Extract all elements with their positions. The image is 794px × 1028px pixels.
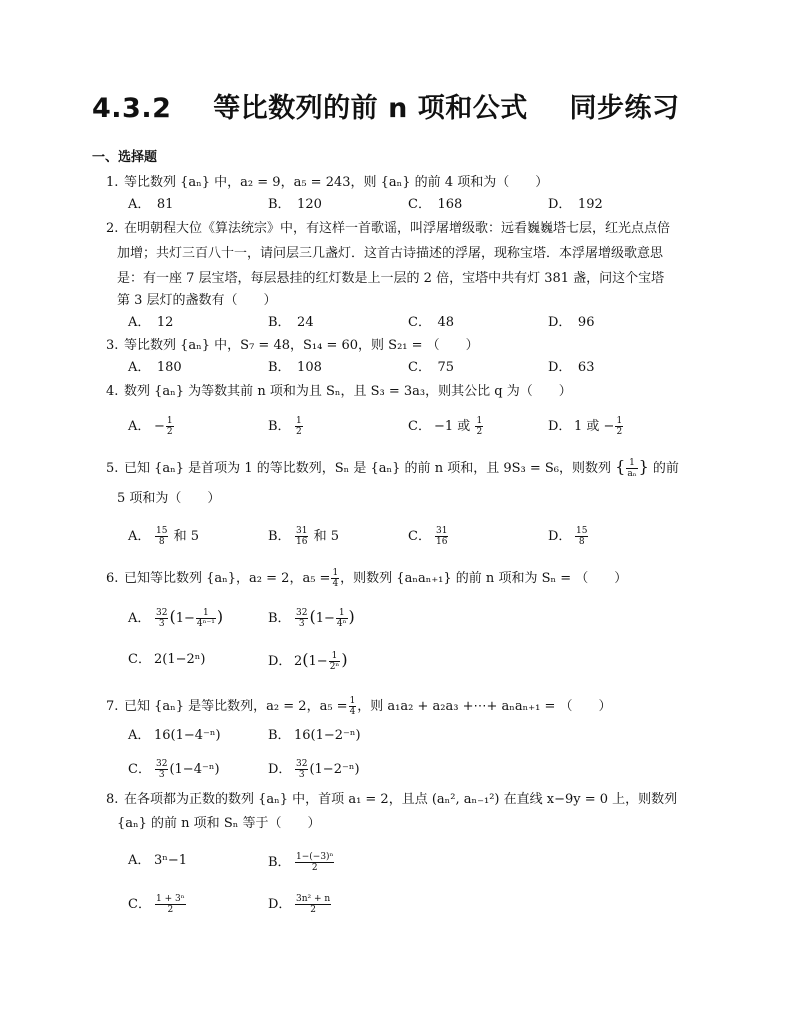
q1-option-d[interactable]: D． 192 xyxy=(548,197,603,212)
question-2-line-3: 是：有一座 7 层宝塔，每层悬挂的红灯数是上一层的 2 倍，宝塔中共有灯 381 盏，问这个宝塔 xyxy=(117,271,665,286)
q2-option-c[interactable]: C． 48 xyxy=(408,315,454,330)
q5-option-d[interactable]: D． $\frac{15}{8}$ xyxy=(548,526,588,547)
q6-option-b[interactable]: B． $\frac{32}{3}$ (1− $\frac{1}{\text{4ⁿ}}$ ) xyxy=(268,607,355,629)
q2-option-a[interactable]: A． 12 xyxy=(128,315,174,330)
q8-option-c[interactable]: C． $\frac{\text{1 + 3ⁿ}}{2}$ xyxy=(128,894,185,915)
q7-option-c[interactable]: C． $\frac{32}{3}$ (1−4⁻ⁿ) xyxy=(128,759,220,780)
q4-option-a[interactable]: A． − $\frac{1}{2}$ xyxy=(128,416,173,437)
q3-option-c[interactable]: C． 75 xyxy=(408,360,454,375)
title-number: 4.3.2 xyxy=(92,93,172,124)
q5-option-b[interactable]: B． $\frac{31}{16}$ 和 5 xyxy=(268,526,339,547)
section-heading: 一、选择题 xyxy=(92,150,158,165)
question-7-stem: 7. 已知 {aₙ} 是等比数列，a₂ = 2，a₅ = $\frac{1}{4}$ ，则 a₁a₂ + a₂a₃ +⋯+ aₙaₙ₊₁ = （ ） xyxy=(106,696,612,717)
q3-option-d[interactable]: D． 63 xyxy=(548,360,595,375)
q2-option-d[interactable]: D． 96 xyxy=(548,315,595,330)
question-8-line-2: {aₙ} 的前 n 项和 Sₙ 等于（ ） xyxy=(117,816,321,831)
q4-option-b[interactable]: B． $\frac{1}{2}$ xyxy=(268,416,302,437)
question-5-stem: 5. 已知 {aₙ} 是首项为 1 的等比数列，Sₙ 是 {aₙ} 的前 n 项和，且 9S₃ = S₆，则数列 { $\frac{1}{\text{aₙ}}$ } 的前 xyxy=(106,457,679,479)
q6-option-c[interactable]: C． 2(1−2ⁿ) xyxy=(128,652,206,667)
question-2-line-1: 2. 在明朝程大位《算法统宗》中，有这样一首歌谣，叫浮屠增级歌：远看巍巍塔七层，红光点点倍 xyxy=(106,221,671,236)
question-5-line-2: 5 项和为（ ） xyxy=(117,491,221,506)
page-title xyxy=(92,86,680,125)
q8-option-d[interactable]: D． $\frac{\text{3n² + n}}{2}$ xyxy=(268,894,331,915)
question-3-stem: 3. 等比数列 {aₙ} 中，S₇ = 48，S₁₄ = 60，则 S₂₁ = （ ） xyxy=(106,338,479,353)
q4-option-d[interactable]: D． 1 或 − $\frac{1}{2}$ xyxy=(548,416,623,437)
title-text: 等比数列的前 n 项和公式 xyxy=(213,93,528,124)
q6-option-d[interactable]: D． 2(1− $\frac{1}{\text{2ⁿ}}$ ) xyxy=(268,650,348,672)
q7-option-a[interactable]: A． 16(1−4⁻ⁿ) xyxy=(128,728,221,743)
q2-option-b[interactable]: B． 24 xyxy=(268,315,314,330)
question-6-stem: 6. 已知等比数列 {aₙ}，a₂ = 2，a₅ = $\frac{1}{4}$ ，则数列 {aₙaₙ₊₁} 的前 n 项和为 Sₙ = （ ） xyxy=(106,568,628,589)
question-1-stem: 1. 等比数列 {aₙ} 中，a₂ = 9，a₅ = 243，则 {aₙ} 的前 4 项和为（ ） xyxy=(106,175,549,190)
q3-option-b[interactable]: B． 108 xyxy=(268,360,322,375)
q1-option-c[interactable]: C． 168 xyxy=(408,197,463,212)
question-4-stem: 4. 数列 {aₙ} 为等数其前 n 项和为且 Sₙ，且 S₃ = 3a₃，则其公比 q 为（ ） xyxy=(106,384,572,399)
q5-option-a[interactable]: A． $\frac{15}{8}$ 和 5 xyxy=(128,526,199,547)
question-2-line-4: 第 3 层灯的盏数有（ ） xyxy=(117,293,277,308)
q1-option-b[interactable]: B． 120 xyxy=(268,197,322,212)
question-2-line-2: 加增；共灯三百八十一，请问层三几盏灯．这首古诗描述的浮屠，现称宝塔．本浮屠增级歌意思 xyxy=(117,246,664,261)
q5-option-c[interactable]: C． $\frac{31}{16}$ xyxy=(408,526,448,547)
q4-option-c[interactable]: C． −1 或 $\frac{1}{2}$ xyxy=(408,416,483,437)
q8-option-b[interactable]: B． $\frac{\text{1−(−3)ⁿ}}{2}$ xyxy=(268,852,334,873)
title-suffix: 同步练习 xyxy=(569,93,680,124)
q7-option-d[interactable]: D． $\frac{32}{3}$ (1−2⁻ⁿ) xyxy=(268,759,360,780)
question-8-stem: 8. 在各项都为正数的数列 {aₙ} 中，首项 a₁ = 2，且点 (aₙ², aₙ₋₁²) 在直线 x−9y = 0 上，则数列 xyxy=(106,792,678,807)
q7-option-b[interactable]: B． 16(1−2⁻ⁿ) xyxy=(268,728,361,743)
q6-option-a[interactable]: A． $\frac{32}{3}$ (1− $\frac{1}{\text{4ⁿ⁻¹}}$ ) xyxy=(128,607,224,629)
q8-option-a[interactable]: A． 3ⁿ−1 xyxy=(128,853,188,868)
q3-option-a[interactable]: A． 180 xyxy=(128,360,182,375)
q1-option-a[interactable]: A． 81 xyxy=(128,197,174,212)
